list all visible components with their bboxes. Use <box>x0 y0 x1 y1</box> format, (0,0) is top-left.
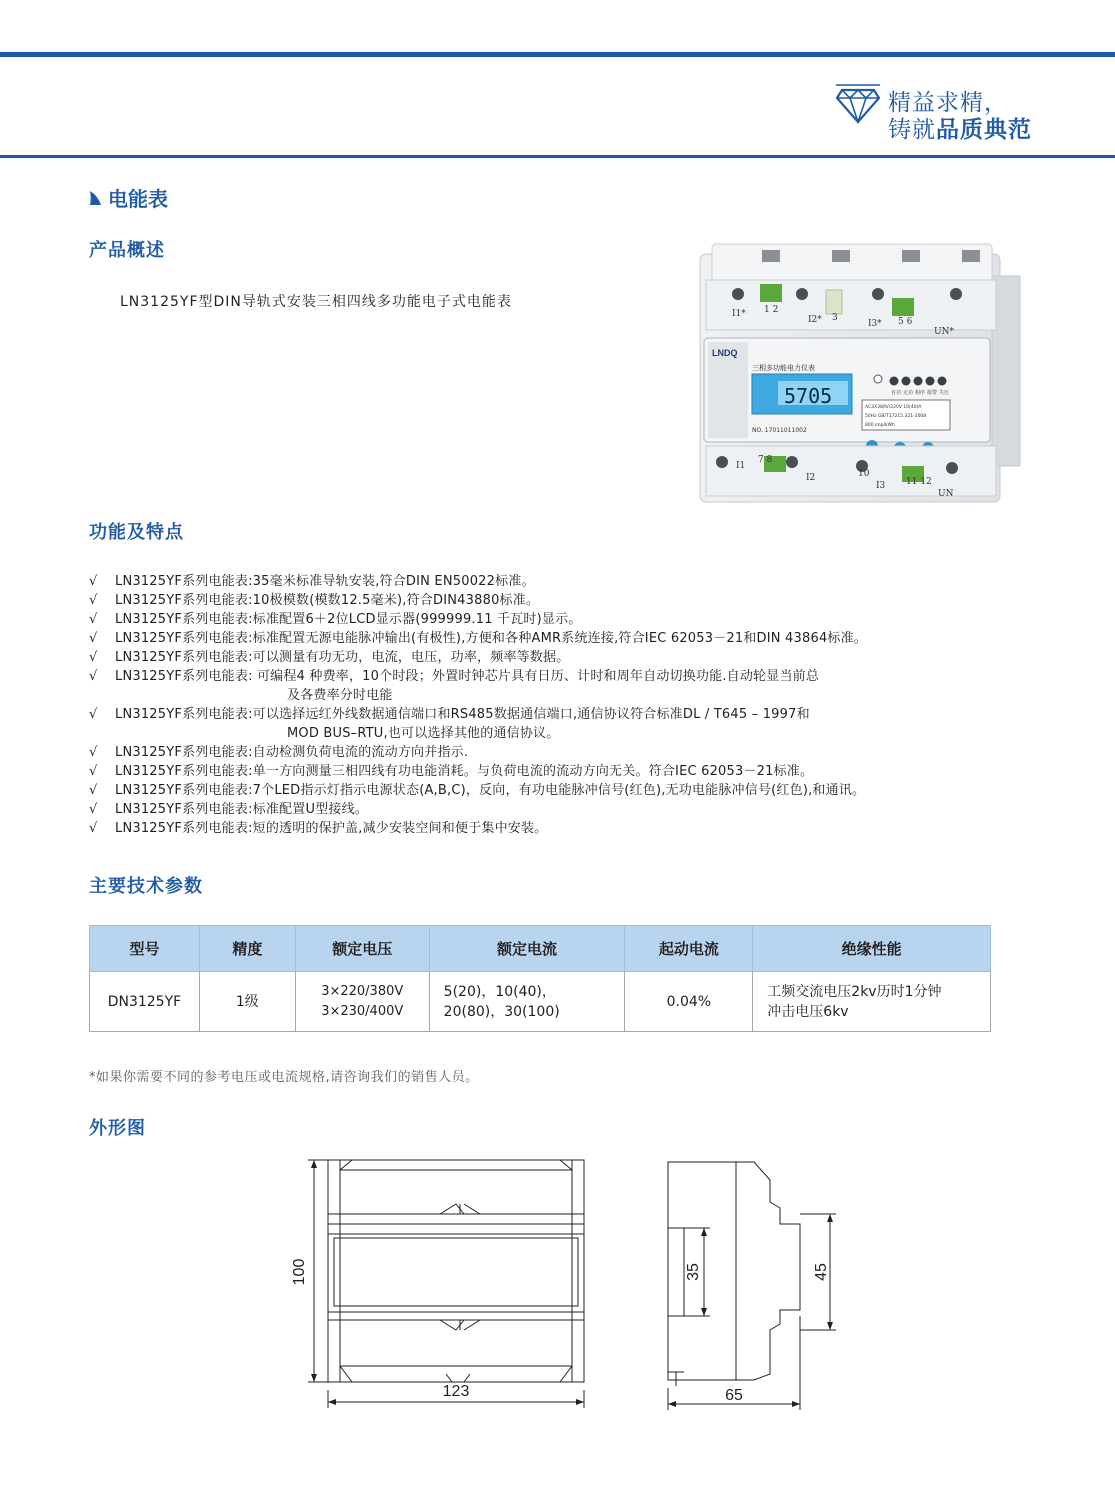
photo-rating-2: 50Hz GB/T17215.321-2008 <box>865 414 927 419</box>
terminal-i3-bottom: I3 <box>876 481 886 491</box>
check-mark: √ <box>89 783 98 798</box>
outline-drawing <box>280 1140 840 1420</box>
check-mark: √ <box>89 745 98 760</box>
led-label-4: 失压 <box>939 390 950 396</box>
feature-text: LN3125YF系列电能表:标准配置无源电能脉冲输出(有极性),方便和各种AMR系统连接,符合IEC 62053－21和DIN 43864标准。 <box>115 631 868 646</box>
terminal-i2-top: I2* <box>808 315 822 325</box>
feature-text: LN3125YF系列电能表:标准配置U型接线。 <box>115 802 368 817</box>
diamond-icon <box>836 80 880 124</box>
section-features-title: 功能及特点 <box>89 522 184 543</box>
specs-current-1: 5(20)，10(40)， <box>443 983 556 1000</box>
specs-header-accuracy: 精度 <box>199 926 295 972</box>
terminal-12-top: 1 2 <box>764 305 779 315</box>
list-item <box>89 572 1089 591</box>
terminal-i3-top: I3* <box>868 319 882 329</box>
led-label-2: 相序 <box>915 390 926 396</box>
specs-header-row <box>90 926 991 972</box>
specs-header-insulation: 绝缘性能 <box>753 926 991 972</box>
check-mark: √ <box>89 821 98 836</box>
specs-header-model: 型号 <box>90 926 200 972</box>
list-item <box>89 743 1089 762</box>
specs-cell-voltage <box>295 972 429 1032</box>
photo-serial: NO. 17011011002 <box>752 427 807 434</box>
terminal-1112-bottom: 11 12 <box>906 477 932 487</box>
specs-insulation-1: 工频交流电压2kv历时1分钟 <box>767 983 942 1000</box>
dim-side-rail: 35 <box>685 1263 702 1281</box>
check-mark: √ <box>89 593 98 608</box>
slogan-line-1: 精益求精， <box>888 90 1008 116</box>
list-item <box>89 800 1089 819</box>
list-item <box>89 819 1089 838</box>
feature-text: LN3125YF系列电能表:标准配置6＋2位LCD显示器(999999.11 千瓦时)显示。 <box>115 612 582 627</box>
terminal-78-bottom: 7 8 <box>758 455 773 465</box>
terminal-3-top: 3 <box>832 313 838 323</box>
slogan-line-2-bold: 品质典范 <box>936 117 1032 143</box>
photo-rating-1: AC3X380V/220V 10(40)A <box>865 405 922 410</box>
feature-text: LN3125YF系列电能表:7个LED指示灯指示电源状态(A,B,C)，反向，有功电能脉冲信号(红色),无功电能脉冲信号(红色),和通讯。 <box>115 783 866 798</box>
led-label-0: 有功 <box>891 390 902 396</box>
list-item <box>89 781 1089 800</box>
specs-voltage-2: 3×230/400V <box>321 1003 404 1019</box>
specs-cell-start-current: 0.04% <box>625 972 753 1032</box>
specs-header-voltage: 额定电压 <box>295 926 429 972</box>
terminal-i1-top: I1* <box>732 309 746 319</box>
feature-text: LN3125YF系列电能表:35毫米标准导轨安装,符合DIN EN50022标准。 <box>115 574 535 589</box>
leaf-icon <box>86 189 104 207</box>
specs-cell-accuracy: 1级 <box>199 972 295 1032</box>
photo-panel-title: 三相多功能电力仪表 <box>752 364 815 372</box>
list-item <box>89 667 1089 705</box>
feature-text: LN3125YF系列电能表:可以测量有功无功，电流，电压，功率，频率等数据。 <box>115 650 570 665</box>
footnote: *如果你需要不同的参考电压或电流规格,请咨询我们的销售人员。 <box>89 1070 479 1085</box>
check-mark: √ <box>89 574 98 589</box>
dim-side-height: 45 <box>813 1263 830 1281</box>
led-label-3: 报警 <box>927 390 938 396</box>
feature-text-continued: MOD BUS–RTU,也可以选择其他的通信协议。 <box>287 726 560 741</box>
check-mark: √ <box>89 707 98 722</box>
check-mark: √ <box>89 802 98 817</box>
terminal-i2-bottom: I2 <box>806 473 816 483</box>
terminal-56-top: 5 6 <box>898 317 913 327</box>
feature-text: LN3125YF系列电能表:可以选择远红外线数据通信端口和RS485数据通信端口,通信协议符合标准DL / T645 – 1997和 <box>115 707 810 722</box>
terminal-un-top: UN* <box>934 327 954 337</box>
specs-cell-insulation <box>753 972 991 1032</box>
feature-text-continued: 及各费率分时电能 <box>287 688 393 703</box>
photo-brand: LNDQ <box>712 348 738 358</box>
header-bottom-rule <box>0 155 1115 158</box>
photo-rating-3: 800 imp/kWh <box>865 423 895 428</box>
specs-cell-model: DN3125YF <box>90 972 200 1032</box>
check-mark: √ <box>89 631 98 646</box>
page-title-text: 电能表 <box>108 187 168 211</box>
specs-header-start-current: 起动电流 <box>625 926 753 972</box>
terminal-i1-bottom: I1 <box>736 461 746 471</box>
product-photo <box>692 236 1022 506</box>
list-item <box>89 762 1089 781</box>
specs-insulation-2: 冲击电压6kv <box>767 1003 849 1020</box>
features-list <box>89 572 1089 838</box>
section-outline-title: 外形图 <box>89 1118 146 1139</box>
feature-text: LN3125YF系列电能表:10极模数(模数12.5毫米),符合DIN43880标准。 <box>115 593 540 608</box>
specs-header-current: 额定电流 <box>429 926 625 972</box>
led-label-1: 无功 <box>903 390 914 396</box>
specs-table <box>89 925 991 1032</box>
list-item <box>89 705 1089 743</box>
header-top-rule <box>0 52 1115 57</box>
feature-text: LN3125YF系列电能表:短的透明的保护盖,减少安装空间和便于集中安装。 <box>115 821 548 836</box>
section-overview-title: 产品概述 <box>89 240 165 261</box>
specs-cell-current <box>429 972 625 1032</box>
feature-text: LN3125YF系列电能表:自动检测负荷电流的流动方向并指示. <box>115 745 469 760</box>
check-mark: √ <box>89 612 98 627</box>
photo-display-value: 5705 <box>784 384 833 408</box>
feature-text: LN3125YF系列电能表: 可编程4 种费率，10个时段；外置时钟芯片具有日历、计时和周年自动切换功能.自动轮显当前总 <box>115 669 820 684</box>
section-specs-title: 主要技术参数 <box>89 876 203 897</box>
feature-text: LN3125YF系列电能表:单一方向测量三相四线有功电能消耗。与负荷电流的流动方向无关。符合IEC 62053－21标准。 <box>115 764 814 779</box>
check-mark: √ <box>89 650 98 665</box>
list-item <box>89 629 1089 648</box>
list-item <box>89 610 1089 629</box>
header-slogan <box>836 78 1076 143</box>
list-item <box>89 648 1089 667</box>
check-mark: √ <box>89 669 98 684</box>
terminal-10-bottom: 10 <box>858 469 870 479</box>
specs-current-2: 20(80)，30(100) <box>443 1003 560 1020</box>
dim-front-width: 123 <box>442 1383 470 1400</box>
dim-side-depth: 65 <box>725 1387 743 1404</box>
page-title <box>86 183 168 212</box>
dim-front-height: 100 <box>291 1258 308 1286</box>
specs-voltage-1: 3×220/380V <box>321 983 404 999</box>
slogan-line-2-prefix: 铸就 <box>888 117 936 143</box>
list-item <box>89 591 1089 610</box>
check-mark: √ <box>89 764 98 779</box>
product-name: LN3125YF型DIN导轨式安装三相四线多功能电子式电能表 <box>120 294 512 310</box>
slogan-line-2 <box>888 111 1032 144</box>
table-row <box>90 972 991 1032</box>
terminal-un-bottom: UN <box>938 489 954 499</box>
